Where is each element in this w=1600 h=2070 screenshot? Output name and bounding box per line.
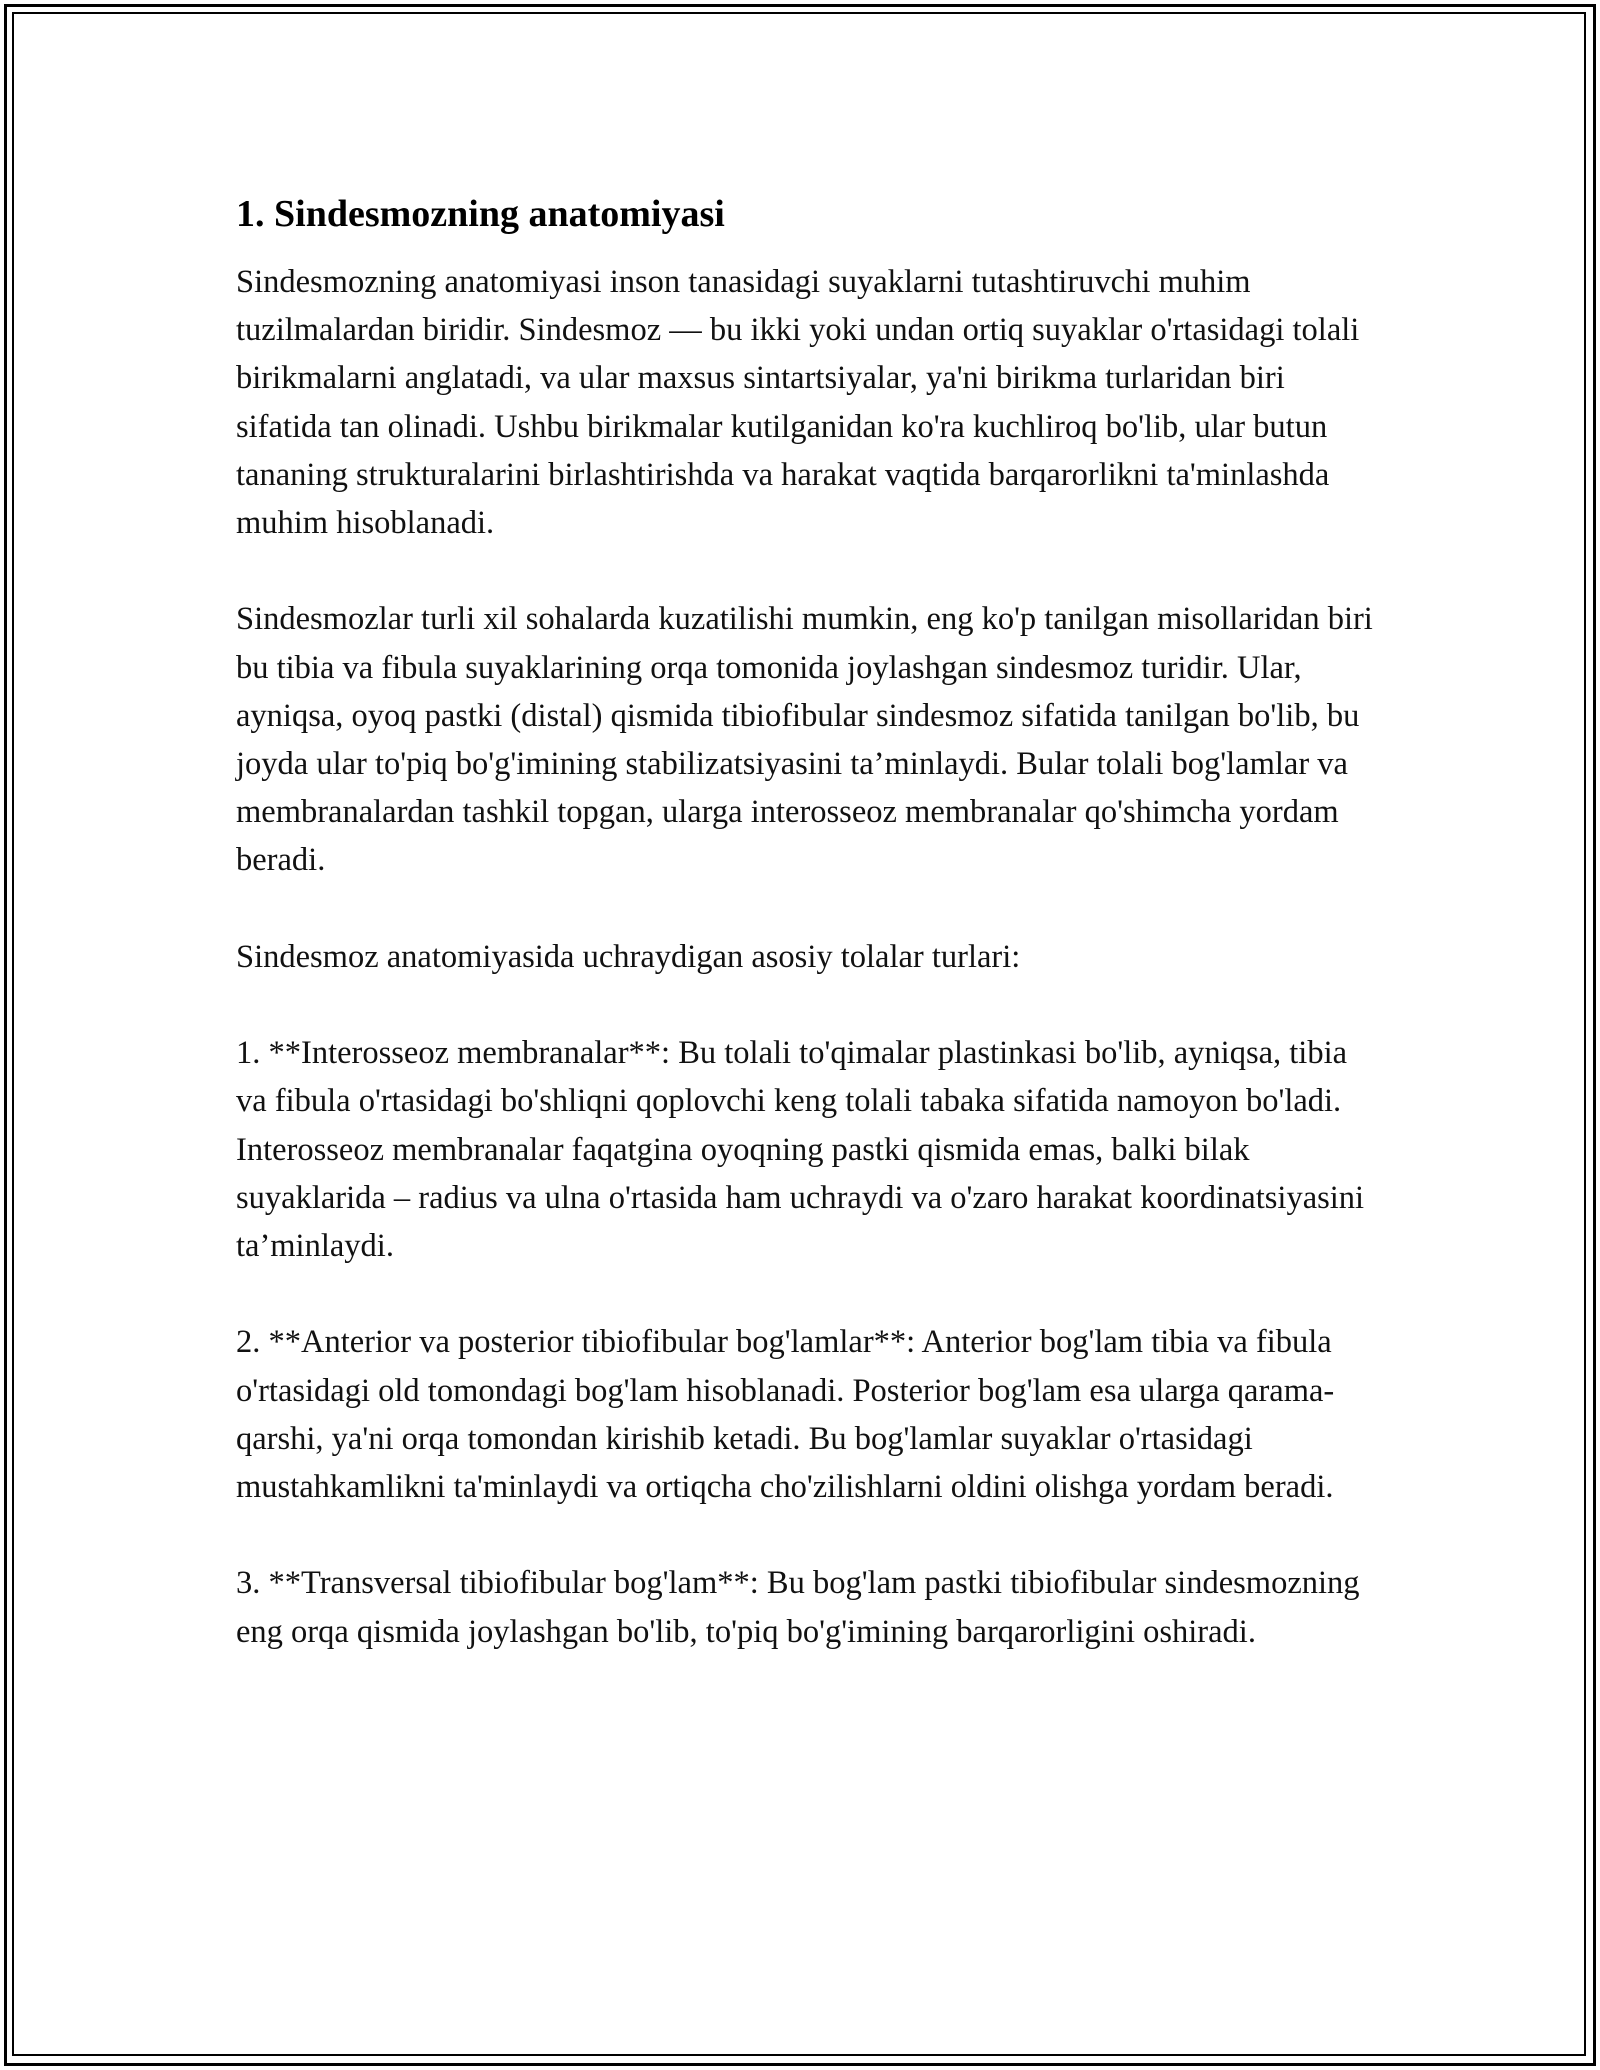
list-item-transverse-ligament: 3. **Transversal tibiofibular bog'lam**: Bu bog'lam pastki tibiofibular sindesmozning eng orqa qismida joylashgan bo'lib, to'piq bo'g'imining barqarorligini oshiradi. bbox=[236, 1565, 1360, 1650]
list-item-interosseous-membranes: 1. **Interosseoz membranalar**: Bu tolali to'qimalar plastinkasi bo'lib, ayniqsa, tibia va fibula o'rtasidagi bo'shliqni qoplovchi keng tolali tabaka sifatida namoyon bo'ladi. Interosseoz membranalar faqatgina oyoqning pastki qismida emas, balki bilak suyaklarida – radius va ulna o'rtasida ham uchraydi va o'zaro harakat koordinatsiyasini ta’minlaydi. bbox=[236, 1035, 1365, 1265]
paragraph-locations: Sindesmozlar turli xil sohalarda kuzatilishi mumkin, eng ko'p tanilgan misollaridan biri bu tibia va fibula suyaklarining orqa tomonida joylashgan sindesmoz turidir. Ular, ayniqsa, oyoq pastki (distal) qismida tibiofibular sindesmoz sifatida tanilgan bo'lib, bu joyda ular to'piq bo'g'imining stabilizatsiyasini ta’minlaydi. Bular tolali bog'lamlar va membranalardan tashkil topgan, ularga interosseoz membranalar qo'shimcha yordam beradi. bbox=[236, 601, 1373, 879]
paragraph-fiber-types-intro: Sindesmoz anatomiyasida uchraydigan asosiy tolalar turlari: bbox=[236, 938, 1021, 975]
document-body bbox=[236, 188, 1376, 1656]
list-item-tibiofibular-ligaments: 2. **Anterior va posterior tibiofibular bog'lamlar**: Anterior bog'lam tibia va fibula o'rtasidagi old tomondagi bog'lam hisoblanadi. Posterior bog'lam esa ularga qarama-qarshi, ya'ni orqa tomondan kirishib ketadi. Bu bog'lamlar suyaklar o'rtasidagi mustahkamlikni ta'minlaydi va ortiqcha cho'zilishlarni oldini olishga yordam beradi. bbox=[236, 1324, 1335, 1506]
paragraph-intro: Sindesmozning anatomiyasi inson tanasidagi suyaklarni tutashtiruvchi muhim tuzilmalardan biridir. Sindesmoz — bu ikki yoki undan ortiq suyaklar o'rtasidagi tolali birikmalarni anglatadi, va ular maxsus sintartsiyalar, ya'ni birikma turlaridan biri sifatida tan olinadi. Ushbu birikmalar kutilganidan ko'ra kuchliroq bo'lib, ular butun tananing strukturalarini birlashtirishda va harakat vaqtida barqarorlikni ta'minlashda muhim hisoblanadi. bbox=[236, 264, 1360, 542]
section-heading: 1. Sindesmozning anatomiyasi bbox=[236, 193, 725, 235]
